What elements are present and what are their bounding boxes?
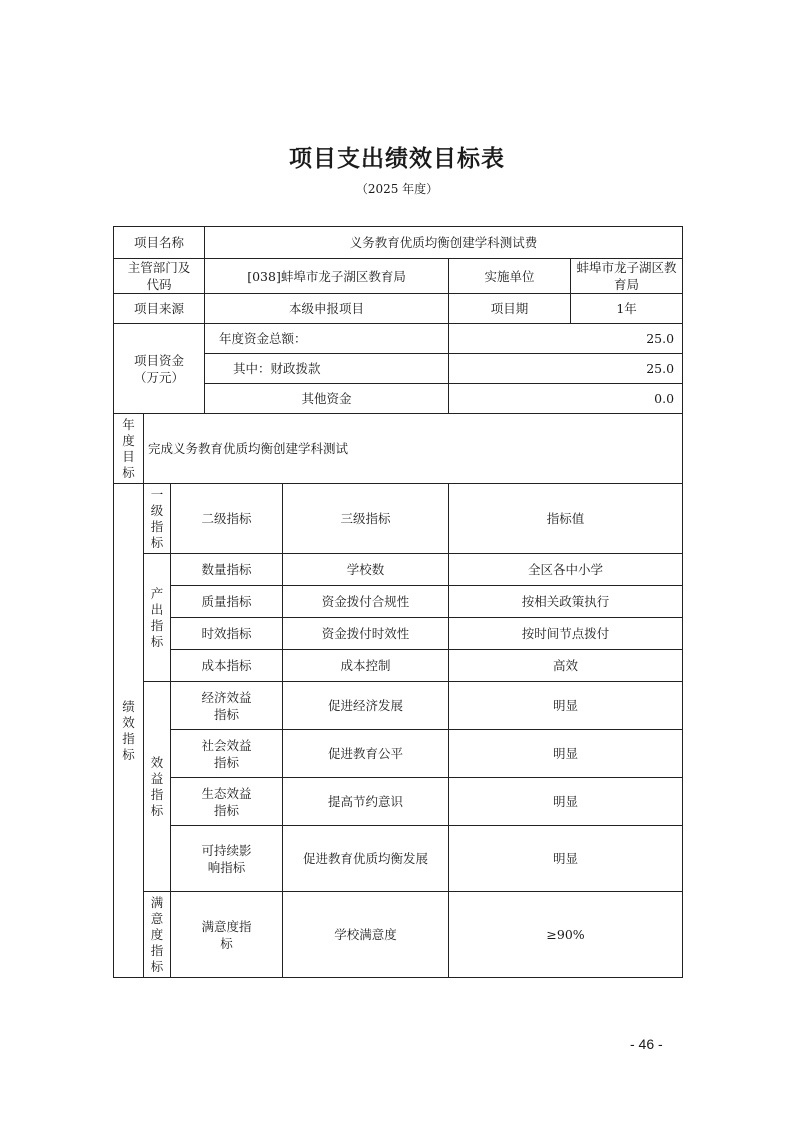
funds-label-line2: （万元）: [134, 369, 185, 385]
level2-cell: [171, 778, 283, 826]
goal-label-char: 年: [122, 416, 135, 432]
table-row: [114, 554, 683, 586]
table-row: [114, 892, 683, 978]
value-cell: 全区各中小学: [449, 554, 683, 586]
benefit-label-char: 益: [150, 770, 164, 786]
goal-label-char: 标: [122, 464, 135, 480]
satisfaction-indicator-label: [144, 892, 171, 978]
level1-header-char: 级: [150, 502, 164, 518]
value-cell: 明显: [449, 778, 683, 826]
value-cell: 按时间节点拨付: [449, 618, 683, 650]
level2-cell: [171, 826, 283, 892]
level3-cell: 学校满意度: [283, 892, 449, 978]
funds-label-line1: 项目资金: [134, 352, 185, 368]
level2-cell: 成本指标: [171, 650, 283, 682]
level2-line: 满意度指: [201, 918, 252, 934]
table-row: [114, 650, 683, 682]
dept-label-line2: 代码: [146, 277, 172, 292]
performance-table: [113, 226, 683, 978]
level2-line: 可持续影: [201, 842, 252, 858]
row-perf-header: [114, 484, 683, 554]
benefit-label-char: 效: [150, 754, 164, 770]
satisfaction-label-char: 指: [150, 942, 164, 958]
table-row: [114, 586, 683, 618]
level2-cell: [171, 892, 283, 978]
level2-line: 指标: [214, 802, 240, 818]
value-cell: 按相关政策执行: [449, 586, 683, 618]
level2-line: 生态效益: [201, 785, 252, 801]
source-label: 项目来源: [114, 294, 205, 324]
level3-cell: 资金拨付合规性: [283, 586, 449, 618]
level1-header-char: 标: [150, 534, 164, 550]
level2-cell: [171, 730, 283, 778]
value-cell: 高效: [449, 650, 683, 682]
level3-cell: 成本控制: [283, 650, 449, 682]
dept-value: [038]蚌埠市龙子湖区教育局: [205, 259, 449, 294]
level3-cell: 学校数: [283, 554, 449, 586]
page-number: - 46 -: [630, 1036, 663, 1052]
value-cell: 明显: [449, 682, 683, 730]
row-project-name: [114, 227, 683, 259]
table-row: [114, 778, 683, 826]
output-label-char: 指: [150, 617, 164, 633]
level3-cell: 资金拨付时效性: [283, 618, 449, 650]
project-name-label: 项目名称: [114, 227, 205, 259]
period-label: 项目期: [449, 294, 571, 324]
funds-total-label: 年度资金总额：: [205, 324, 449, 354]
level2-cell: 时效指标: [171, 618, 283, 650]
perf-label-char: 效: [122, 714, 135, 730]
level2-header: 二级指标: [171, 484, 283, 554]
output-indicator-label: [144, 554, 171, 682]
annual-goal-label: [114, 414, 144, 484]
funds-other-label: 其他资金: [205, 384, 449, 414]
source-value: 本级申报项目: [205, 294, 449, 324]
period-value: 1年: [571, 294, 683, 324]
value-cell: ≥90%: [449, 892, 683, 978]
level2-line: 响指标: [207, 859, 246, 875]
level2-cell: 数量指标: [171, 554, 283, 586]
level2-line: 标: [220, 935, 233, 951]
impl-unit-value: 蚌埠市龙子湖区教育局: [571, 259, 683, 294]
satisfaction-label-char: 满: [150, 894, 164, 910]
value-cell: 明显: [449, 826, 683, 892]
goal-label-char: 目: [122, 448, 135, 464]
row-annual-goal: [114, 414, 683, 484]
level2-cell: [171, 682, 283, 730]
perf-label-char: 绩: [122, 698, 135, 714]
dept-label-line1: 主管部门及: [127, 260, 191, 275]
level2-line: 社会效益: [201, 737, 252, 753]
level3-cell: 促进教育优质均衡发展: [283, 826, 449, 892]
benefit-indicator-label: [144, 682, 171, 892]
level3-cell: 促进经济发展: [283, 682, 449, 730]
row-funds-total: [114, 324, 683, 354]
impl-unit-label: 实施单位: [449, 259, 571, 294]
satisfaction-label-char: 标: [150, 958, 164, 974]
benefit-label-char: 指: [150, 786, 164, 802]
satisfaction-label-char: 意: [150, 910, 164, 926]
row-source: [114, 294, 683, 324]
benefit-label-char: 标: [150, 802, 164, 818]
table-row: [114, 682, 683, 730]
level2-cell: 质量指标: [171, 586, 283, 618]
funds-fiscal-value: 25.0: [449, 354, 683, 384]
value-header: 指标值: [449, 484, 683, 554]
annual-goal-text: 完成义务教育优质均衡创建学科测试: [144, 414, 683, 484]
row-department: [114, 259, 683, 294]
level3-header: 三级指标: [283, 484, 449, 554]
funds-total-value: 25.0: [449, 324, 683, 354]
table-row: [114, 730, 683, 778]
perf-label-char: 标: [122, 746, 135, 762]
dept-label: [114, 259, 205, 294]
output-label-char: 产: [150, 585, 164, 601]
output-label-char: 标: [150, 633, 164, 649]
table-row: [114, 618, 683, 650]
level1-header: [144, 484, 171, 554]
level2-line: 指标: [214, 706, 240, 722]
output-label-char: 出: [150, 601, 164, 617]
value-cell: 明显: [449, 730, 683, 778]
level3-cell: 提高节约意识: [283, 778, 449, 826]
level2-line: 经济效益: [201, 689, 252, 705]
satisfaction-label-char: 度: [150, 926, 164, 942]
funds-fiscal-label: 其中：财政拨款: [205, 354, 449, 384]
project-name-value: 义务教育优质均衡创建学科测试费: [205, 227, 683, 259]
table-row: [114, 826, 683, 892]
level3-cell: 促进教育公平: [283, 730, 449, 778]
page-title: 项目支出绩效目标表: [289, 146, 505, 172]
goal-label-char: 度: [122, 432, 135, 448]
level1-header-char: 一: [150, 486, 164, 502]
level1-header-char: 指: [150, 518, 164, 534]
perf-label-char: 指: [122, 730, 135, 746]
page-subtitle: （2025 年度）: [355, 182, 439, 196]
perf-indicator-label: [114, 484, 144, 978]
level2-line: 指标: [214, 754, 240, 770]
funds-label: [114, 324, 205, 414]
funds-other-value: 0.0: [449, 384, 683, 414]
